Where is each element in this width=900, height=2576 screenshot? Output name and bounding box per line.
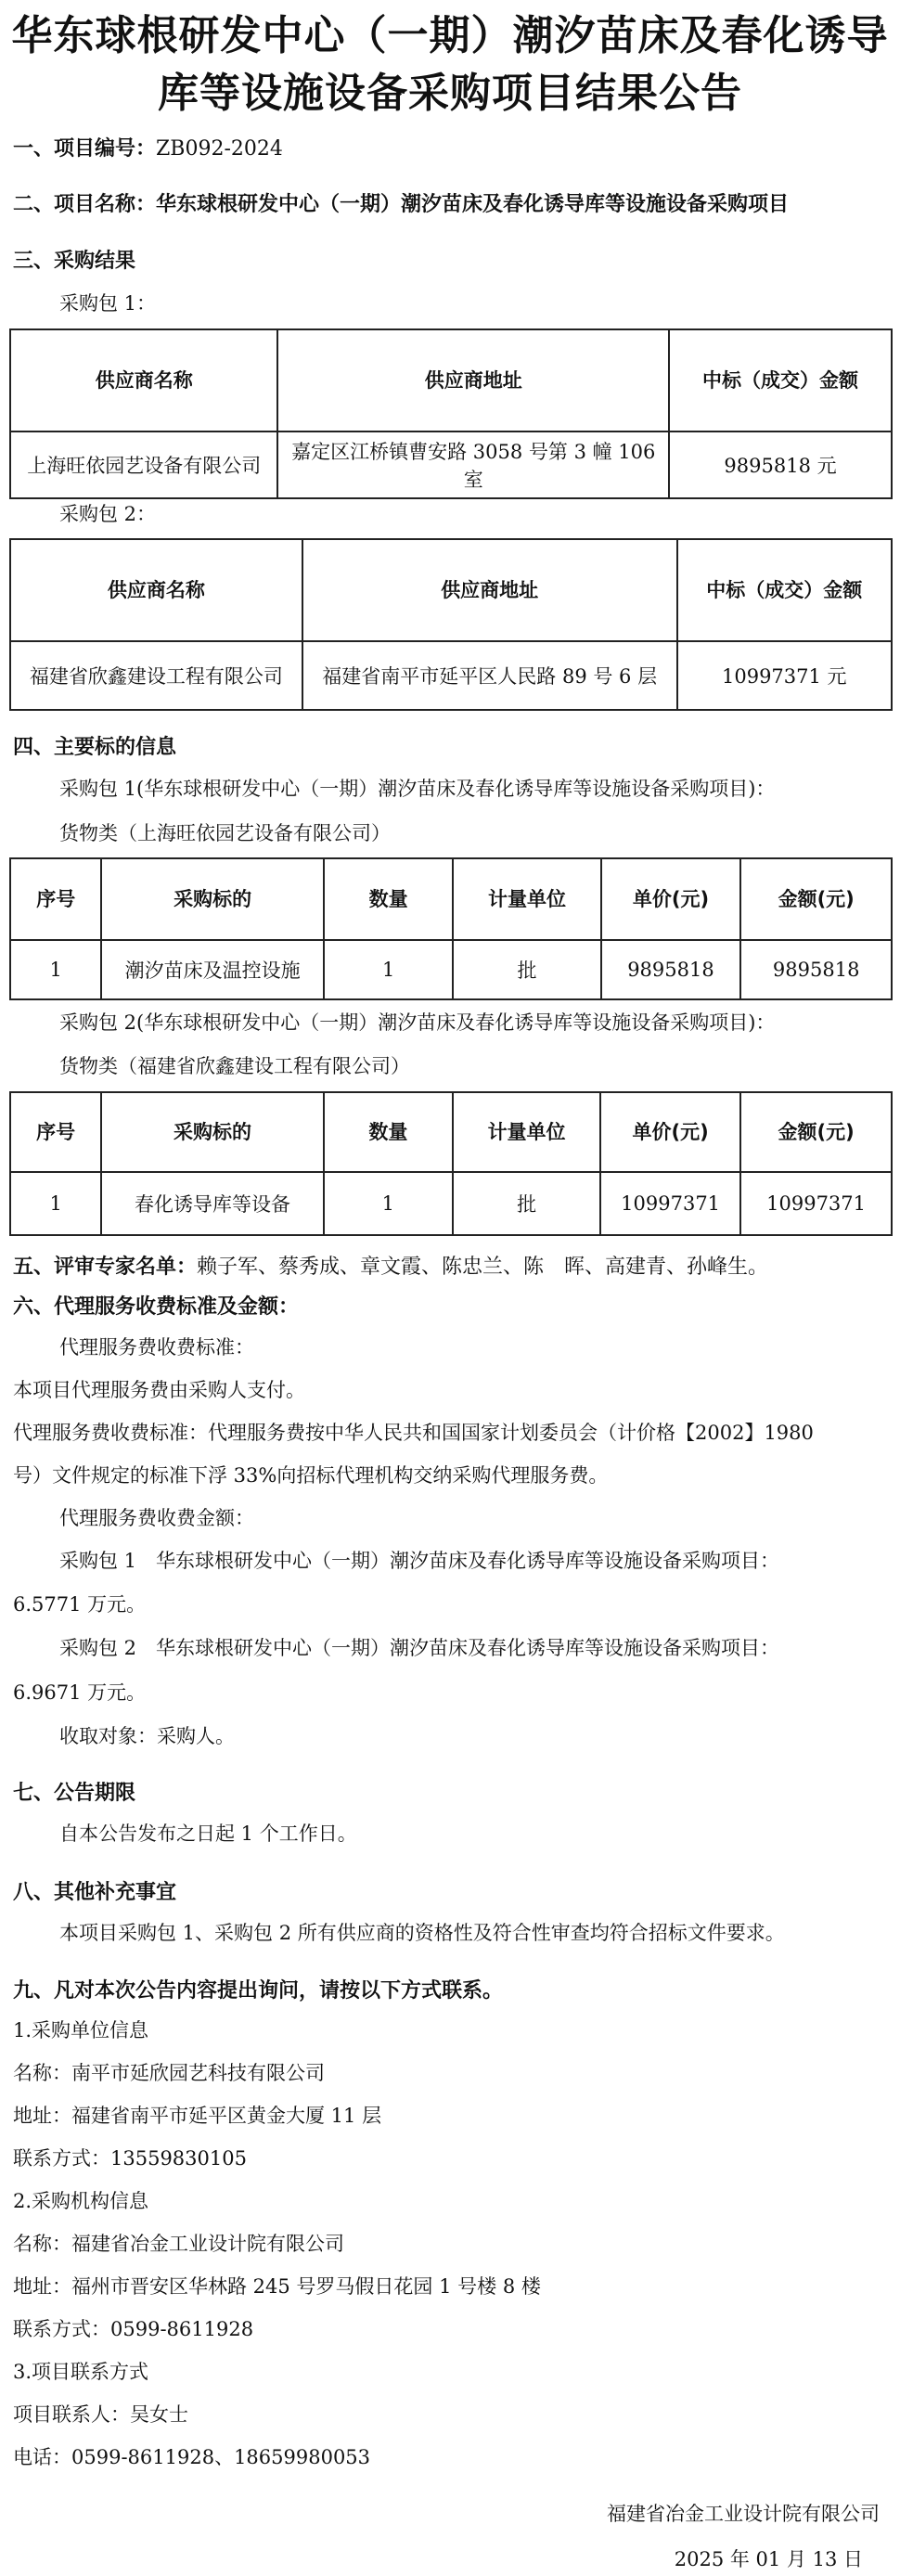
contact-title: 3.项目联系方式 [13, 2361, 149, 2383]
subject-package-2-line-2: 货物类（福建省欣鑫建设工程有限公司） [59, 1055, 410, 1077]
fee-package-2-line-1: 采购包 2 华东球根研发中心（一期）潮汐苗床及春化诱导库等设施设备采购项目： [59, 1637, 780, 1659]
fee-standard-label: 代理服务费收费标准： [59, 1336, 254, 1359]
contact-phone: 电话：0599-8611928、18659980053 [13, 2446, 371, 2468]
experts-list [13, 1251, 768, 1280]
result-package-1-label: 采购包 1： [59, 292, 157, 315]
table-header-row [10, 329, 892, 431]
title-line-1: 华东球根研发中心（一期）潮汐苗床及春化诱导 [11, 12, 889, 59]
buyer-address: 地址：福建省南平市延平区黄金大厦 11 层 [13, 2105, 382, 2127]
cell-quantity: 1 [324, 1172, 453, 1235]
header-unit-price: 单价(元) [600, 1092, 740, 1172]
header-award-amount: 中标（成交）金额 [677, 539, 892, 641]
header-item: 采购标的 [101, 858, 323, 940]
header-supplier-name: 供应商名称 [10, 329, 277, 431]
signature-date: 2025 年 01 月 13 日 [674, 2548, 863, 2570]
header-amount: 金额(元) [740, 1092, 892, 1172]
table-header-row [10, 858, 892, 940]
cell-unit-price: 10997371 [600, 1172, 740, 1235]
cell-item: 潮汐苗床及温控设施 [101, 940, 323, 999]
project-name [13, 188, 789, 217]
project-name-value: 华东球根研发中心（一期）潮汐苗床及春化诱导库等设施设备采购项目 [156, 193, 790, 216]
table-row [10, 641, 892, 710]
fee-package-1-line-2: 6.5771 万元。 [13, 1593, 147, 1616]
subject-package-1-line-2: 货物类（上海旺依园艺设备有限公司） [59, 822, 391, 844]
section-7-heading: 七、公告期限 [13, 1782, 136, 1805]
cell-amount: 9895818 [740, 940, 892, 999]
cell-unit: 批 [453, 940, 600, 999]
signature-org: 福建省冶金工业设计院有限公司 [607, 2503, 880, 2525]
subject-package-1-line-1: 采购包 1(华东球根研发中心（一期）潮汐苗床及春化诱导库等设施设备采购项目)： [59, 778, 776, 800]
subject-table-package-2 [9, 1091, 893, 1236]
table-row [10, 940, 892, 999]
project-name-label: 二、项目名称： [13, 193, 157, 216]
header-unit-price: 单价(元) [601, 858, 741, 940]
buyer-phone: 联系方式：13559830105 [13, 2147, 247, 2170]
section-9-heading: 九、凡对本次公告内容提出询问，请按以下方式联系。 [13, 1979, 504, 2003]
buyer-name: 名称：南平市延欣园艺科技有限公司 [13, 2062, 325, 2084]
fee-standard-text-2: 号）文件规定的标准下浮 33%向招标代理机构交纳采购代理服务费。 [13, 1464, 609, 1487]
project-number-label: 一、项目编号： [13, 137, 157, 161]
section-8-heading: 八、其他补充事宜 [13, 1881, 177, 1904]
cell-award-amount: 9895818 元 [669, 431, 892, 498]
header-award-amount: 中标（成交）金额 [669, 329, 892, 431]
cell-item: 春化诱导库等设备 [101, 1172, 323, 1235]
cell-index: 1 [10, 1172, 101, 1235]
cell-supplier-address: 嘉定区江桥镇曹安路 3058 号第 3 幢 106 室 [277, 431, 669, 498]
result-package-2-label: 采购包 2： [59, 503, 157, 525]
cell-unit-price: 9895818 [601, 940, 741, 999]
fee-package-2-line-2: 6.9671 万元。 [13, 1681, 147, 1704]
result-table-package-1 [9, 328, 893, 499]
cell-unit: 批 [453, 1172, 600, 1235]
subject-package-2-line-1: 采购包 2(华东球根研发中心（一期）潮汐苗床及春化诱导库等设施设备采购项目)： [59, 1011, 776, 1034]
header-index: 序号 [10, 858, 101, 940]
fee-amount-label: 代理服务费收费金额： [59, 1507, 254, 1529]
header-supplier-address: 供应商地址 [277, 329, 669, 431]
project-number-value: ZB092-2024 [156, 137, 283, 161]
announcement-period: 自本公告发布之日起 1 个工作日。 [59, 1823, 357, 1845]
page-title [0, 7, 900, 122]
cell-amount: 10997371 [740, 1172, 892, 1235]
project-number [13, 133, 283, 161]
agency-phone: 联系方式：0599-8611928 [13, 2318, 254, 2340]
agency-info-title: 2.采购机构信息 [13, 2190, 149, 2212]
cell-award-amount: 10997371 元 [677, 641, 892, 710]
header-unit: 计量单位 [453, 858, 600, 940]
section-3-heading: 三、采购结果 [13, 250, 136, 273]
experts-label: 五、评审专家名单： [13, 1256, 198, 1279]
supplementary-text: 本项目采购包 1、采购包 2 所有供应商的资格性及符合性审查均符合招标文件要求。 [59, 1922, 785, 1944]
fee-package-1-line-1: 采购包 1 华东球根研发中心（一期）潮汐苗床及春化诱导库等设施设备采购项目： [59, 1550, 780, 1572]
header-quantity: 数量 [324, 858, 454, 940]
header-item: 采购标的 [101, 1092, 323, 1172]
agency-address: 地址：福州市晋安区华林路 245 号罗马假日花园 1 号楼 8 楼 [13, 2275, 541, 2298]
header-index: 序号 [10, 1092, 101, 1172]
fee-standard-text-1: 代理服务费收费标准：代理服务费按中华人民共和国国家计划委员会（计价格【2002】1980 [13, 1422, 814, 1444]
header-supplier-address: 供应商地址 [302, 539, 677, 641]
buyer-info-title: 1.采购单位信息 [13, 2019, 149, 2041]
section-4-heading: 四、主要标的信息 [13, 736, 177, 759]
cell-index: 1 [10, 940, 101, 999]
fee-payer: 本项目代理服务费由采购人支付。 [13, 1379, 305, 1401]
cell-supplier-name: 上海旺依园艺设备有限公司 [10, 431, 277, 498]
agency-name: 名称：福建省冶金工业设计院有限公司 [13, 2233, 344, 2255]
contact-person: 项目联系人：吴女士 [13, 2403, 188, 2426]
cell-quantity: 1 [324, 940, 454, 999]
header-supplier-name: 供应商名称 [10, 539, 302, 641]
table-header-row [10, 1092, 892, 1172]
table-row [10, 1172, 892, 1235]
result-table-package-2 [9, 538, 893, 711]
header-amount: 金额(元) [740, 858, 892, 940]
fee-collector: 收取对象：采购人。 [59, 1725, 235, 1747]
cell-supplier-name: 福建省欣鑫建设工程有限公司 [10, 641, 302, 710]
header-quantity: 数量 [324, 1092, 453, 1172]
table-row [10, 431, 892, 498]
table-header-row [10, 539, 892, 641]
subject-table-package-1 [9, 857, 893, 1000]
title-line-2: 库等设施设备采购项目结果公告 [158, 70, 742, 117]
experts-names: 赖子军、蔡秀成、章文霞、陈忠兰、陈 晖、高建青、孙峰生。 [197, 1256, 769, 1279]
cell-supplier-address: 福建省南平市延平区人民路 89 号 6 层 [302, 641, 677, 710]
header-unit: 计量单位 [453, 1092, 600, 1172]
section-6-heading: 六、代理服务收费标准及金额： [13, 1295, 300, 1319]
